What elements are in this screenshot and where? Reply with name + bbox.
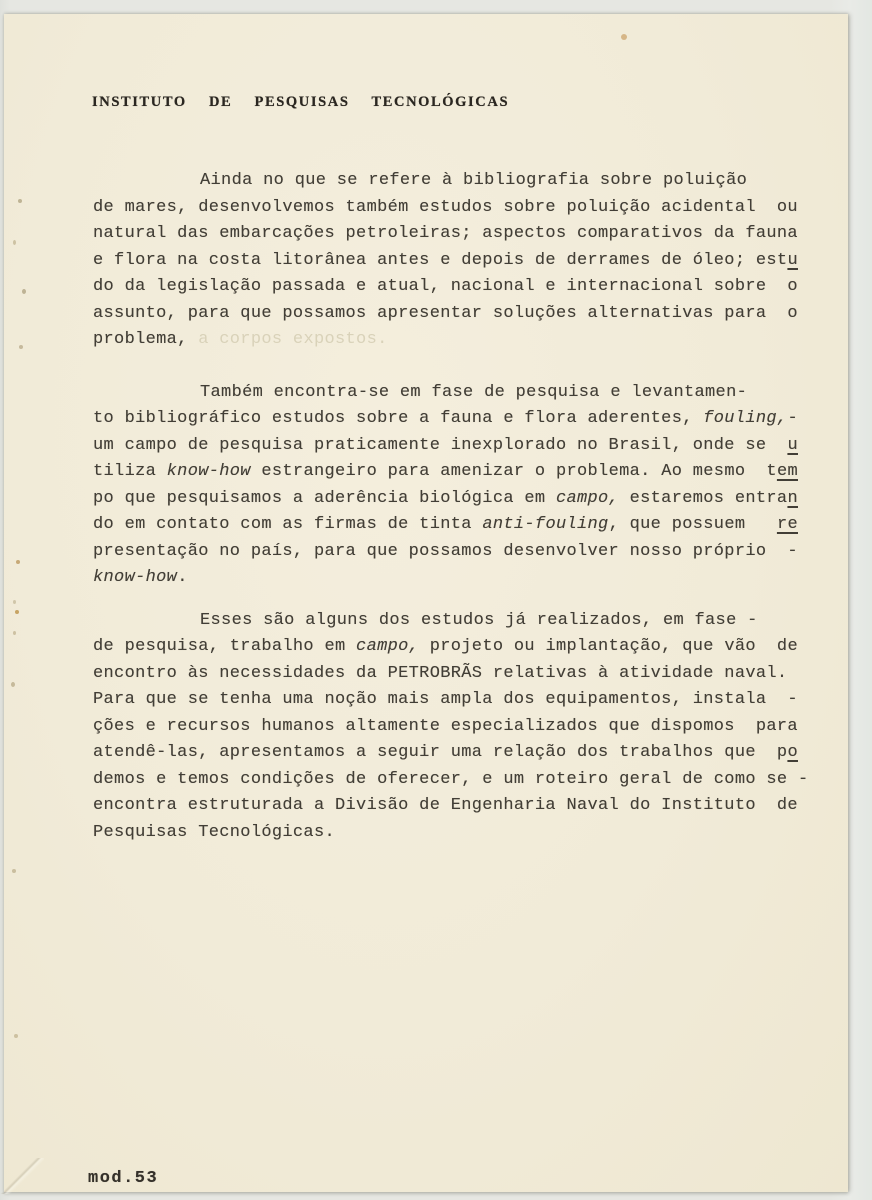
paragraph [93, 380, 823, 592]
paper-speck [13, 631, 16, 635]
text-line: po que pesquisamos a aderência biológica em campo, estaremos entran [93, 488, 798, 508]
paper-speck [11, 682, 15, 687]
text-line: tiliza know-how estrangeiro para amenizar o problema. Ao mesmo tem [93, 462, 798, 481]
document-header-title: INSTITUTO DE PESQUISAS TECNOLÓGICAS [92, 94, 510, 110]
text-line: de mares, desenvolvemos também estudos sobre poluição acidental ou [93, 197, 798, 217]
text-line: do em contato com as firmas de tinta anti-fouling, que possuem re [93, 515, 798, 534]
paper-speck [19, 345, 23, 349]
paper-speck [18, 199, 22, 203]
text-line: de pesquisa, trabalho em campo, projeto ou implantação, que vão de [93, 637, 798, 656]
text-line: encontro às necessidades da PETROBRÃS relativas à atividade naval. [93, 663, 788, 683]
paragraph [93, 168, 823, 354]
paper-speck [16, 560, 20, 564]
paper-speck [22, 289, 26, 294]
text-line: Também encontra-se em fase de pesquisa e levantamen- [200, 382, 748, 402]
text-line: ções e recursos humanos altamente especializados que dispomos para [93, 716, 798, 736]
document-body [93, 168, 823, 846]
text-line: e flora na costa litorânea antes e depois de derrames de óleo; estu [93, 250, 798, 270]
paper-speck [12, 869, 16, 873]
text-line: Pesquisas Tecnológicas. [93, 822, 335, 842]
text-line: atendê-las, apresentamos a seguir uma relação dos trabalhos que po [93, 743, 798, 762]
paper-speck [14, 1034, 18, 1038]
text-line: do da legislação passada e atual, nacional e internacional sobre o [93, 277, 798, 296]
text-line: to bibliográfico estudos sobre a fauna e flora aderentes, fouling,- [93, 409, 798, 428]
paper-speck [15, 610, 19, 614]
text-line: encontra estruturada a Divisão de Engenharia Naval do Instituto de [93, 796, 798, 815]
text-line: demos e temos condições de oferecer, e um roteiro geral de como se - [93, 769, 809, 789]
paper-speck [13, 240, 16, 245]
text-line: Ainda no que se refere à bibliografia sobre poluição [200, 171, 748, 190]
form-code-label: mod.53 [88, 1169, 159, 1188]
text-line: Esses são alguns dos estudos já realizados, em fase - [200, 610, 758, 630]
text-line: Para que se tenha uma noção mais ampla dos equipamentos, instala - [93, 690, 798, 709]
paper-speck [13, 600, 16, 604]
text-line: assunto, para que possamos apresentar soluções alternativas para o [93, 303, 798, 323]
text-line: problema, a corpos expostos. [93, 330, 388, 349]
page-corner-crease [0, 1158, 44, 1194]
text-line: natural das embarcações petroleiras; aspectos comparativos da fauna [93, 224, 798, 243]
text-line: um campo de pesquisa praticamente inexplorado no Brasil, onde se u [93, 435, 798, 455]
text-line: presentação no país, para que possamos desenvolver nosso próprio - [93, 541, 798, 561]
paragraph [93, 608, 823, 847]
paper-speck [621, 34, 627, 40]
text-line: know-how. [93, 568, 188, 587]
